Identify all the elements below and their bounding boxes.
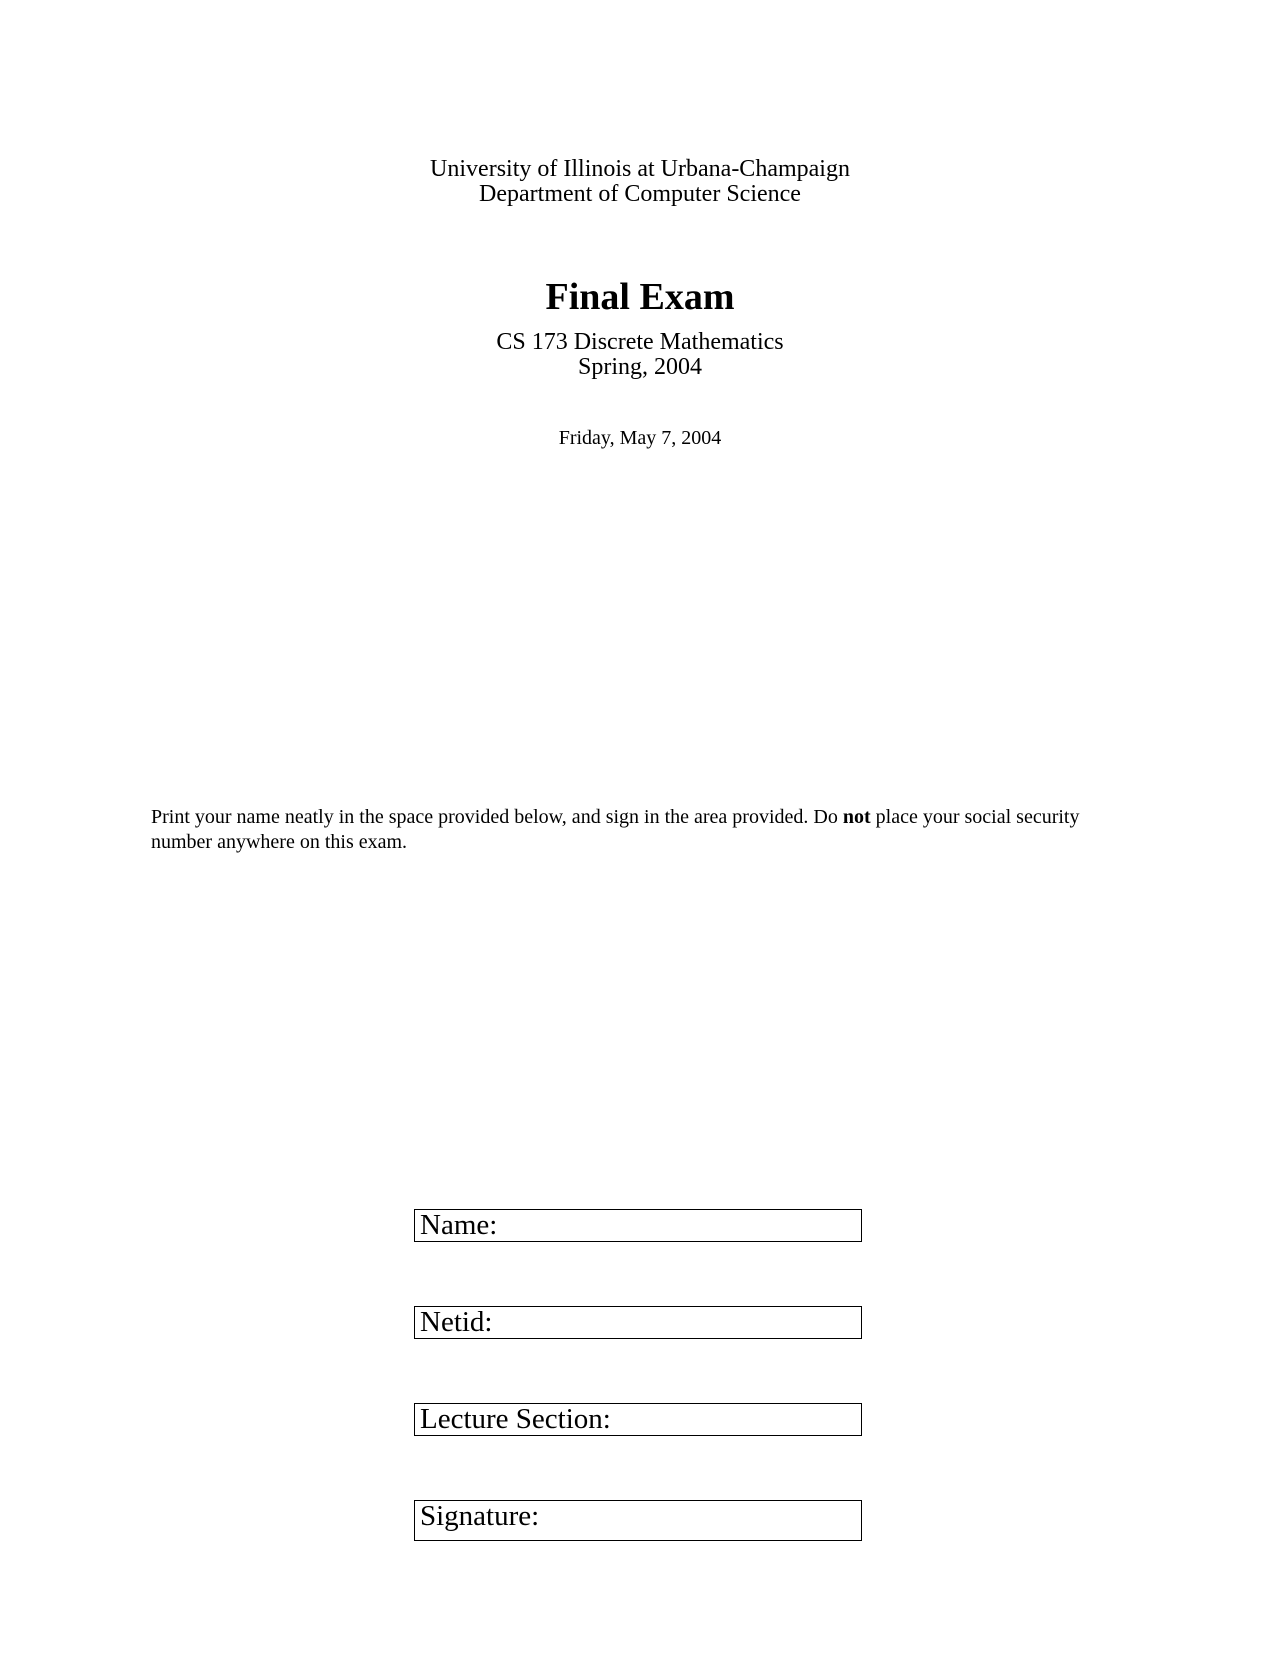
instructions-emphasis: not [842, 806, 871, 828]
lecture-section-field-label: Lecture Section: [420, 1403, 611, 1435]
department-name: Department of Computer Science [479, 181, 801, 207]
exam-date: Friday, May 7, 2004 [558, 427, 722, 449]
exam-title: Final Exam [545, 276, 735, 318]
instructions-text-start: Print your name neatly in the space provided below, and sign in the area provided. Do [151, 806, 843, 828]
name-field[interactable] [414, 1209, 862, 1242]
institution-name: University of Illinois at Urbana-Champaign [430, 156, 850, 182]
instructions-text-end: place your social security number anywhere on this exam. [151, 806, 1080, 853]
netid-field[interactable] [414, 1306, 862, 1339]
netid-field-label: Netid: [420, 1306, 493, 1338]
signature-field[interactable] [414, 1500, 862, 1541]
lecture-section-field[interactable] [414, 1403, 862, 1436]
signature-field-label: Signature: [420, 1500, 540, 1532]
exam-term: Spring, 2004 [577, 354, 702, 380]
course-name: CS 173 Discrete Mathematics [496, 329, 784, 355]
name-field-label: Name: [420, 1209, 498, 1241]
instructions-paragraph [151, 805, 1141, 855]
